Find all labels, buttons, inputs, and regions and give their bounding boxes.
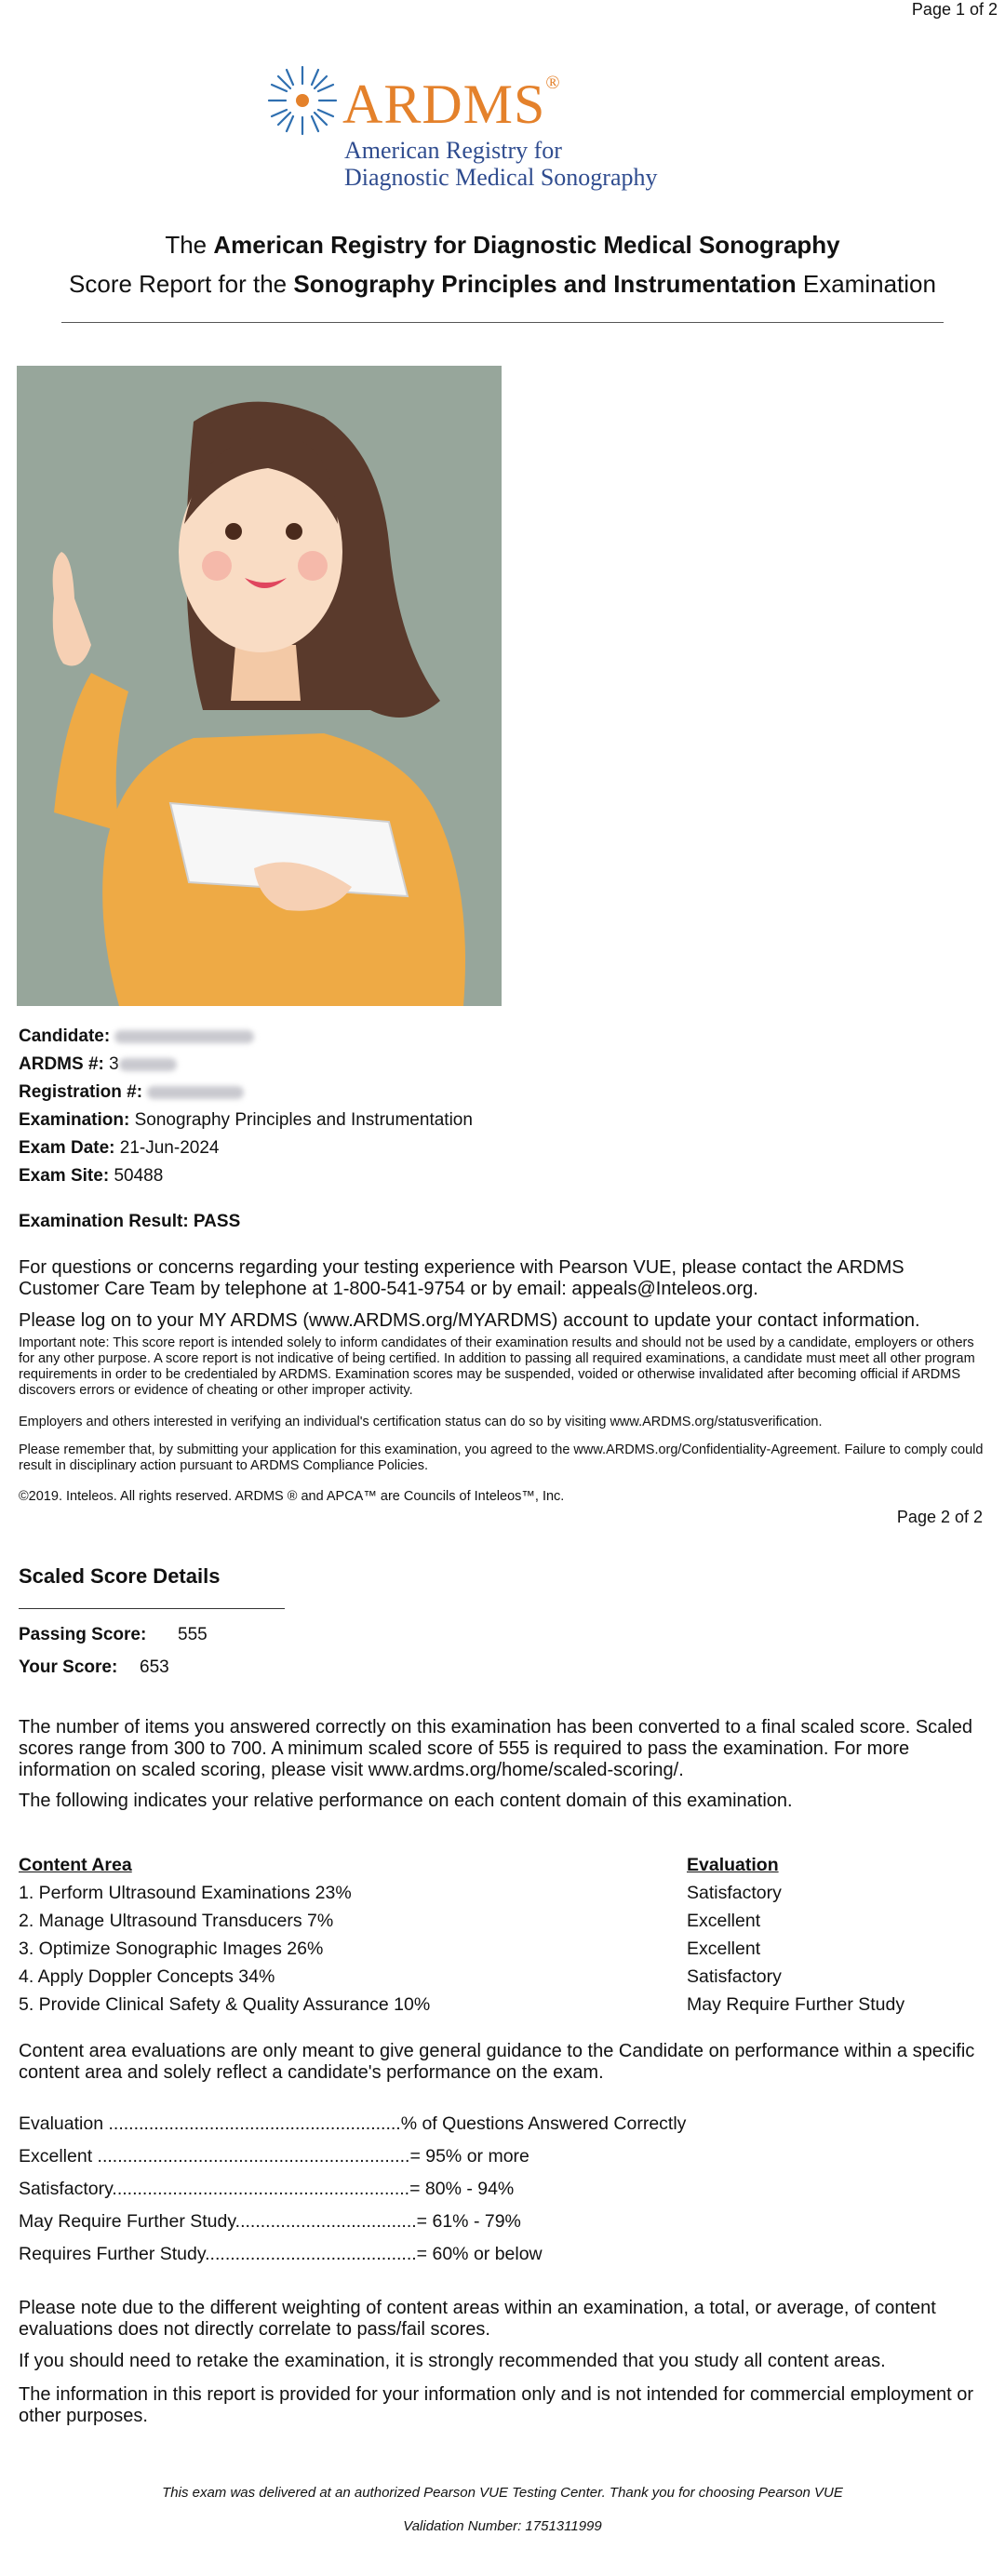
evaluation-header: Evaluation <box>687 1855 779 1875</box>
contact-paragraph: For questions or concerns regarding your testing experience with Pearson VUE, please contact the ARDMS Customer Care Team by telephone at 1-800-541-9754 or by email: appeals@Inteleos.org. <box>19 1257 904 1299</box>
content-area-2: 2. Manage Ultrasound Transducers 7% <box>19 1911 334 1931</box>
ardms-number-redacted <box>119 1058 177 1071</box>
page-number-1: Page 1 of 2 <box>911 0 998 19</box>
exam-result: Examination Result: PASS <box>19 1212 241 1231</box>
report-title-line-2: Score Report for the Sonography Principles and Instrumentation Examination <box>69 270 936 298</box>
ardms-sunburst-icon <box>265 63 340 138</box>
your-score-value: 653 <box>140 1657 169 1677</box>
legend-row-4: May Require Further Study....................................= 61% - 79% <box>19 2211 521 2232</box>
evaluation-2: Excellent <box>687 1911 761 1931</box>
evaluation-4: Satisfactory <box>687 1966 782 1987</box>
legend-row-3: Satisfactory...........................................................= 80% - 94% <box>19 2179 515 2199</box>
evaluation-3: Excellent <box>687 1939 761 1959</box>
exam-date-row: Exam Date: 21-Jun-2024 <box>19 1138 220 1158</box>
employers-note: Employers and others interested in verifying an individual's certification status can do so by visiting www.ARDMS.org/statusverification. <box>19 1415 823 1429</box>
scaled-score-heading: Scaled Score Details <box>19 1564 221 1588</box>
content-area-5: 5. Provide Clinical Safety & Quality Assurance 10% <box>19 1994 431 2015</box>
candidate-label: Candidate: <box>19 1026 111 1046</box>
registration-row: Registration #: <box>19 1082 244 1103</box>
page-number-2: Page 2 of 2 <box>896 1508 983 1526</box>
copyright-note: ©2019. Inteleos. All rights reserved. ARDMS ® and APCA™ are Councils of Inteleos™, Inc. <box>19 1489 565 1504</box>
legend-row-1: Evaluation ..........................................................% of Questions Answered Correctly <box>19 2113 687 2134</box>
content-area-1: 1. Perform Ultrasound Examinations 23% <box>19 1883 352 1903</box>
passing-score-row: Passing Score: <box>19 1625 147 1644</box>
ardms-number-row: ARDMS #: 3 <box>19 1054 177 1075</box>
scaled-heading-divider <box>19 1608 285 1609</box>
delivery-footer: This exam was delivered at an authorized Pearson VUE Testing Center. Thank you for choosing Pearson VUE <box>162 2485 843 2501</box>
legend-row-5: Requires Further Study..........................................= 60% or below <box>19 2244 543 2264</box>
report-title-line-1: The American Registry for Diagnostic Medical Sonography <box>165 231 840 259</box>
evaluation-5: May Require Further Study <box>687 1994 905 2015</box>
relative-performance-intro: The following indicates your relative performance on each content domain of this examination. <box>19 1791 793 1811</box>
candidate-row <box>19 1026 254 1047</box>
logo-subtitle-1: American Registry for <box>344 137 562 164</box>
content-area-note: Content area evaluations are only meant to give general guidance to the Candidate on performance within a specific content area and solely reflect a candidate's performance on the exam. <box>19 2041 975 2083</box>
candidate-photo <box>17 366 502 1006</box>
passing-score-value: 555 <box>178 1625 208 1644</box>
content-area-4: 4. Apply Doppler Concepts 34% <box>19 1966 275 1987</box>
title-divider <box>61 322 944 323</box>
legend-row-2: Excellent ..............................................................= 95% or more <box>19 2146 529 2167</box>
validation-number: Validation Number: 1751311999 <box>403 2518 602 2534</box>
candidate-name-redacted <box>114 1030 254 1043</box>
logo-subtitle-2: Diagnostic Medical Sonography <box>344 164 658 191</box>
examination-row: Examination: Sonography Principles and Instrumentation <box>19 1110 473 1130</box>
your-score-row: Your Score: <box>19 1657 118 1677</box>
scaled-score-explanation: The number of items you answered correctly on this examination has been converted to a final scaled score. Scaled scores range from 300 to 700. A minimum scaled score of 555 is required to pass the examination. For more information on scaled scoring, please visit www.ardms.org/home/scaled-scoring/. <box>19 1717 972 1780</box>
update-contact-paragraph: Please log on to your MY ARDMS (www.ARDMS.org/MYARDMS) account to update your contact information. <box>19 1310 920 1331</box>
information-note: The information in this report is provided for your information only and is not intended for commercial employment or other purposes. <box>19 2384 974 2426</box>
weighting-note: Please note due to the different weighting of content areas within an examination, a total, or average, of content evaluations does not directly correlate to pass/fail scores. <box>19 2298 936 2340</box>
registration-number-redacted <box>147 1086 244 1099</box>
evaluation-1: Satisfactory <box>687 1883 782 1903</box>
retake-note: If you should need to retake the examination, it is strongly recommended that you study all content areas. <box>19 2351 886 2371</box>
content-area-header: Content Area <box>19 1855 132 1875</box>
content-area-3: 3. Optimize Sonographic Images 26% <box>19 1939 324 1959</box>
logo-wordmark: ARDMS® <box>342 73 561 135</box>
agreement-note: Please remember that, by submitting your application for this examination, you agreed to the www.ARDMS.org/Confidentiality-Agreement. Failure to comply could result in disciplinary action pursuant to ARDMS Compliance Policies. <box>19 1442 984 1473</box>
important-note: Important note: This score report is intended solely to inform candidates of their examination results and should not be used by a candidate, employers or others for any other purpose. A score report is not indicative of being certified. In addition to passing all required examinations, a candidate must meet all other program requirements in order to be credentialed by ARDMS. Examination scores may be suspended, voided or otherwise invalidated after becoming official if ARDMS discovers errors or evidence of cheating or other improper activity. <box>19 1335 975 1398</box>
exam-site-row: Exam Site: 50488 <box>19 1166 164 1186</box>
